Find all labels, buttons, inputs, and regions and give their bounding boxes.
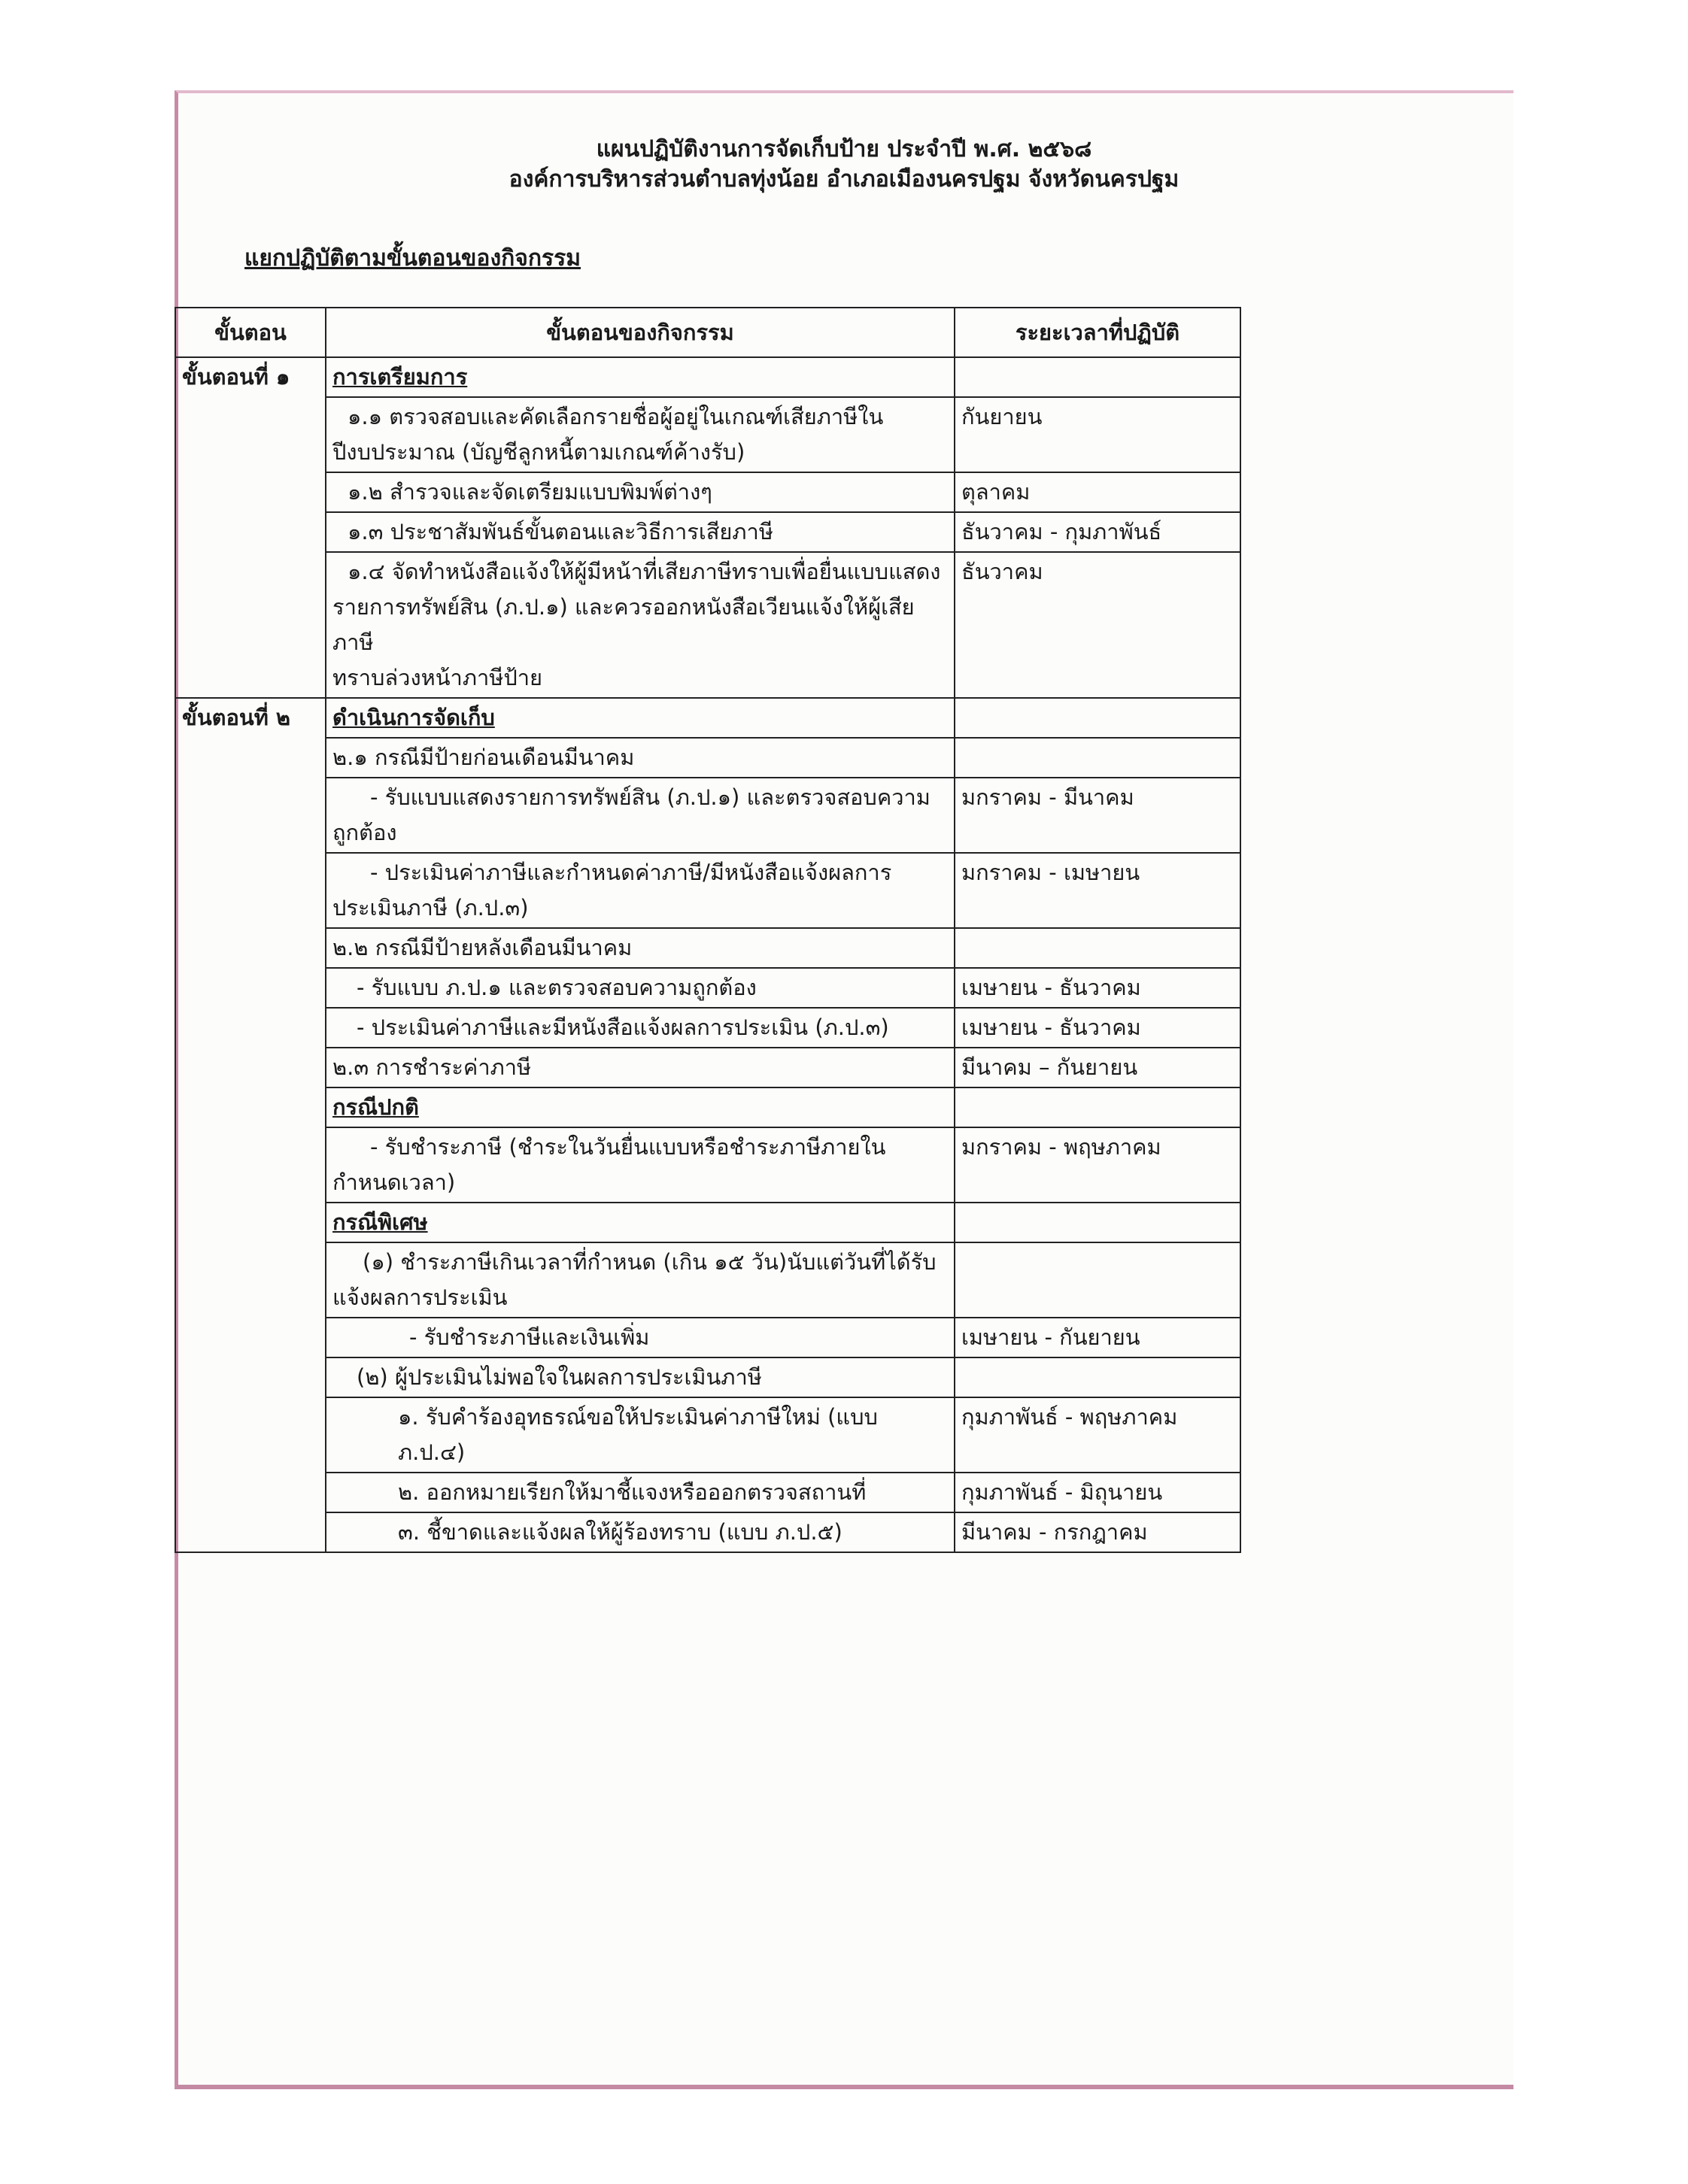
period-cell — [955, 1242, 1240, 1318]
table-row — [175, 1203, 1240, 1242]
period-cell — [955, 357, 1240, 397]
section-collection: ดำเนินการจัดเก็บ — [326, 698, 955, 738]
table-row — [175, 1048, 1240, 1087]
period-cell: มกราคม - มีนาคม — [955, 778, 1240, 853]
period-cell: กุมภาพันธ์ - พฤษภาคม — [955, 1397, 1240, 1473]
table-row — [175, 968, 1240, 1008]
step-2-label: ขั้นตอนที่ ๒ — [175, 698, 326, 1552]
period-cell: เมษายน - ธันวาคม — [955, 1008, 1240, 1048]
period-cell: มีนาคม – กันยายน — [955, 1048, 1240, 1087]
case-special: กรณีพิเศษ — [326, 1203, 955, 1242]
activity-cell: - ประเมินค่าภาษีและมีหนังสือแจ้งผลการประเมิน (ภ.ป.๓) — [326, 1008, 955, 1048]
activity-cell: (๑) ชำระภาษีเกินเวลาที่กำหนด (เกิน ๑๕ วัน)นับแต่วันที่ได้รับ แจ้งผลการประเมิน — [326, 1242, 955, 1318]
period-cell: กุมภาพันธ์ - มิถุนายน — [955, 1473, 1240, 1512]
activity-cell: ๑.๓ ประชาสัมพันธ์ขั้นตอนและวิธีการเสียภาษี — [326, 512, 955, 552]
activity-cell: ๒.๒ กรณีมีป้ายหลังเดือนมีนาคม — [326, 928, 955, 968]
table-row — [175, 1397, 1240, 1473]
period-cell — [955, 928, 1240, 968]
period-cell — [955, 738, 1240, 778]
table-row — [175, 1087, 1240, 1127]
table-row — [175, 1473, 1240, 1512]
case-normal: กรณีปกติ — [326, 1087, 955, 1127]
activity-cell: (๒) ผู้ประเมินไม่พอใจในผลการประเมินภาษี — [326, 1357, 955, 1397]
table-row — [175, 738, 1240, 778]
period-cell: มีนาคม - กรกฎาคม — [955, 1512, 1240, 1552]
table-row — [175, 1357, 1240, 1397]
table-row — [175, 928, 1240, 968]
period-cell: มกราคม - พฤษภาคม — [955, 1127, 1240, 1203]
table-row — [175, 1318, 1240, 1357]
activity-cell: ๒. ออกหมายเรียกให้มาชี้แจงหรือออกตรวจสถานที่ — [326, 1473, 955, 1512]
activity-cell: ๒.๓ การชำระค่าภาษี — [326, 1048, 955, 1087]
table-row — [175, 472, 1240, 512]
activity-cell: - รับแบบแสดงรายการทรัพย์สิน (ภ.ป.๑) และตรวจสอบความ ถูกต้อง — [326, 778, 955, 853]
table-row — [175, 552, 1240, 698]
period-cell: ธันวาคม — [955, 552, 1240, 698]
activity-cell: ๑.๒ สำรวจและจัดเตรียมแบบพิมพ์ต่างๆ — [326, 472, 955, 512]
activity-cell: ๑.๔ จัดทำหนังสือแจ้งให้ผู้มีหน้าที่เสียภาษีทราบเพื่อยื่นแบบแสดง รายการทรัพย์สิน (ภ.ป.๑) และควรออกหนังสือเวียนแจ้งให้ผู้เสียภาษี ทราบล่วงหน้าภาษีป้าย — [326, 552, 955, 698]
section-preparation: การเตรียมการ — [326, 357, 955, 397]
table-row — [175, 397, 1240, 472]
period-cell: กันยายน — [955, 397, 1240, 472]
table-row — [175, 778, 1240, 853]
activity-cell: ๒.๑ กรณีมีป้ายก่อนเดือนมีนาคม — [326, 738, 955, 778]
header-step: ขั้นตอน — [175, 308, 326, 357]
period-cell — [955, 698, 1240, 738]
section-heading: แยกปฏิบัติตามขั้นตอนของกิจกรรม — [244, 245, 581, 271]
activity-plan-table — [175, 307, 1241, 1553]
activity-cell: - รับแบบ ภ.ป.๑ และตรวจสอบความถูกต้อง — [326, 968, 955, 1008]
header-activity: ขั้นตอนของกิจกรรม — [326, 308, 955, 357]
document-title: แผนปฏิบัติงานการจัดเก็บป้าย ประจำปี พ.ศ. ๒๕๖๘ — [596, 136, 1092, 162]
table-row — [175, 512, 1240, 552]
table-row — [175, 1127, 1240, 1203]
table-row — [175, 1008, 1240, 1048]
table-row — [175, 357, 1240, 397]
period-cell: มกราคม - เมษายน — [955, 853, 1240, 928]
period-cell: เมษายน - ธันวาคม — [955, 968, 1240, 1008]
header-period: ระยะเวลาที่ปฏิบัติ — [955, 308, 1240, 357]
period-cell: ตุลาคม — [955, 472, 1240, 512]
activity-cell: - รับชำระภาษี (ชำระในวันยื่นแบบหรือชำระภาษีภายใน กำหนดเวลา) — [326, 1127, 955, 1203]
table-header-row — [175, 308, 1240, 357]
period-cell — [955, 1087, 1240, 1127]
document-subtitle: องค์การบริหารส่วนตำบลทุ่งน้อย อำเภอเมืองนครปฐม จังหวัดนครปฐม — [509, 166, 1179, 193]
activity-cell: ๑. รับคำร้องอุทธรณ์ขอให้ประเมินค่าภาษีใหม่ (แบบ ภ.ป.๔) — [326, 1397, 955, 1473]
period-cell: เมษายน - กันยายน — [955, 1318, 1240, 1357]
activity-cell: ๑.๑ ตรวจสอบและคัดเลือกรายชื่อผู้อยู่ในเกณฑ์เสียภาษีใน ปีงบประมาณ (บัญชีลูกหนี้ตามเกณฑ์ค้างรับ) — [326, 397, 955, 472]
table-row — [175, 853, 1240, 928]
activity-cell: ๓. ชี้ขาดและแจ้งผลให้ผู้ร้องทราบ (แบบ ภ.ป.๕) — [326, 1512, 955, 1552]
period-cell — [955, 1203, 1240, 1242]
period-cell — [955, 1357, 1240, 1397]
step-1-label: ขั้นตอนที่ ๑ — [175, 357, 326, 698]
period-cell: ธันวาคม - กุมภาพันธ์ — [955, 512, 1240, 552]
activity-cell: - ประเมินค่าภาษีและกำหนดค่าภาษี/มีหนังสือแจ้งผลการ ประเมินภาษี (ภ.ป.๓) — [326, 853, 955, 928]
table-row — [175, 1242, 1240, 1318]
activity-cell: - รับชำระภาษีและเงินเพิ่ม — [326, 1318, 955, 1357]
table-row — [175, 698, 1240, 738]
table-row — [175, 1512, 1240, 1552]
